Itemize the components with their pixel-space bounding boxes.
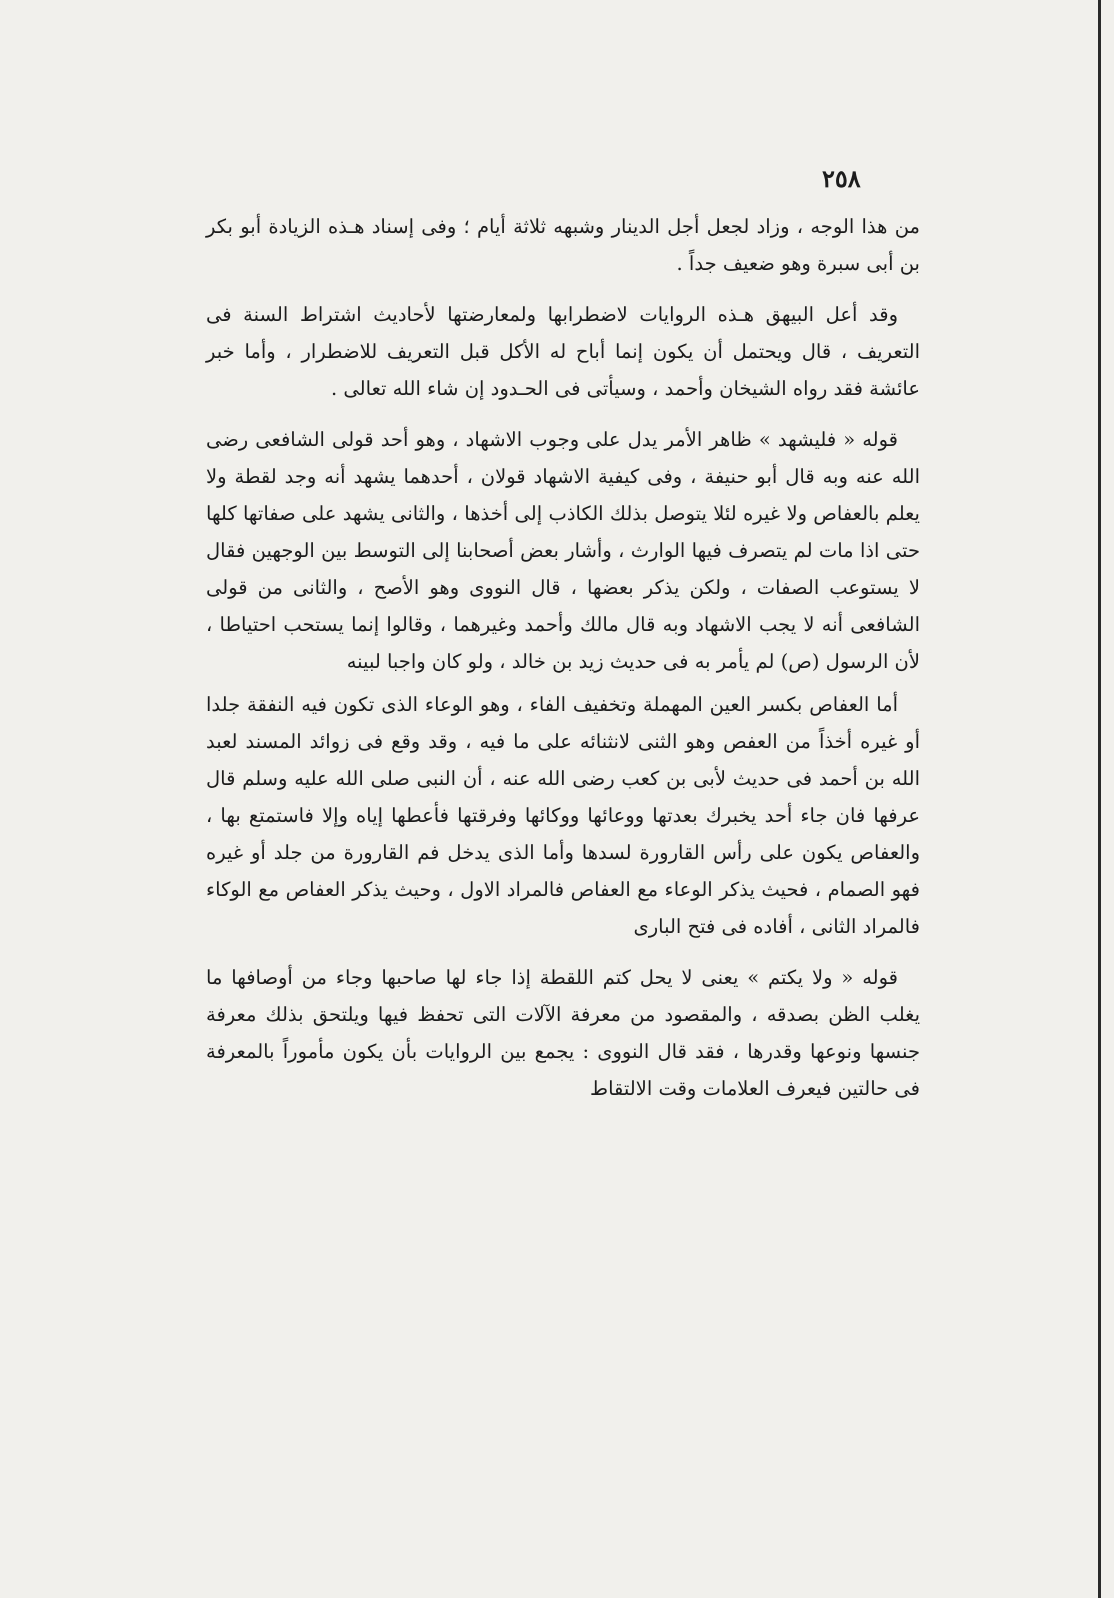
paragraph-5: قوله « ولا يكتم » يعنى لا يحل كتم اللقطة إذا جاء لها صاحبها وجاء من أوصافها ما يغلب الظن بصدقه ، والمقصود من معرفة الآلات التى تحفظ فيها ويلتحق بذلك معرفة جنسها ونوعها وقدرها ، فقد قال النووى : يجمع بين الروايات بأن يكون مأموراً بالمعرفة فى حالتين فيعرف العلامات وقت الالتقاط (206, 966, 920, 1100)
page-number: ٢٥٨ (822, 164, 861, 193)
paragraph-3: قوله « فليشهد » ظاهر الأمر يدل على وجوب الاشهاد ، وهو أحد قولى الشافعى رضى الله عنه وبه قال أبو حنيفة ، وفى كيفية الاشهاد قولان ، أحدهما يشهد أنه وجد لقطة ولا يعلم بالعفاص ولا غيره لئلا يتوصل بذلك الكاذب إلى أخذها ، والثانى يشهد على صفاتها كلها حتى اذا مات لم يتصرف فيها الوارث ، وأشار بعض أصحابنا إلى التوسط بين الوجهين فقال لا يستوعب الصفات ، ولكن يذكر بعضها ، قال النووى وهو الأصح ، والثانى من قولى الشافعى أنه لا يجب الاشهاد وبه قال مالك وأحمد وغيرهما ، وقالوا إنما يستحب احتياطا ، لأن الرسول (ص) لم يأمر به فى حديث زيد بن خالد ، ولو كان واجبا لبينه (206, 428, 920, 673)
page-body (206, 208, 920, 1121)
paragraph-4: أما العفاص بكسر العين المهملة وتخفيف الفاء ، وهو الوعاء الذى تكون فيه النفقة جلدا أو غيره أخذاً من العفص وهو الثنى لانثنائه على ما فيه ، وقد وقع فى زوائد المسند لعبد الله بن أحمد فى حديث لأبى بن كعب رضى الله عنه ، أن النبى صلى الله عليه وسلم قال عرفها فان جاء أحد يخبرك بعدتها ووعائها ووكائها وفرقتها فأعطها إياه وإلا فاستمتع بها ، والعفاص يكون على رأس القارورة لسدها وأما الذى يدخل فم القارورة من جلد أو غيره فهو الصمام ، فحيث يذكر الوعاء مع العفاص فالمراد الاول ، وحيث يذكر العفاص مع الوكاء فالمراد الثانى ، أفاده فى فتح البارى (206, 693, 920, 938)
page-edge-line (1098, 0, 1101, 1598)
paragraph-1: من هذا الوجه ، وزاد لجعل أجل الدينار وشبهه ثلاثة أيام ؛ وفى إسناد هـذه الزيادة أبو بكر بن أبى سبرة وهو ضعيف جداً . (206, 215, 920, 275)
paragraph-2: وقد أعل البيهق هـذه الروايات لاضطرابها ولمعارضتها لأحاديث اشتراط السنة فى التعريف ، قال ويحتمل أن يكون إنما أباح له الأكل قبل التعريف للاضطرار ، وأما خبر عائشة فقد رواه الشيخان وأحمد ، وسيأتى فى الحـدود إن شاء الله تعالى . (206, 303, 920, 400)
